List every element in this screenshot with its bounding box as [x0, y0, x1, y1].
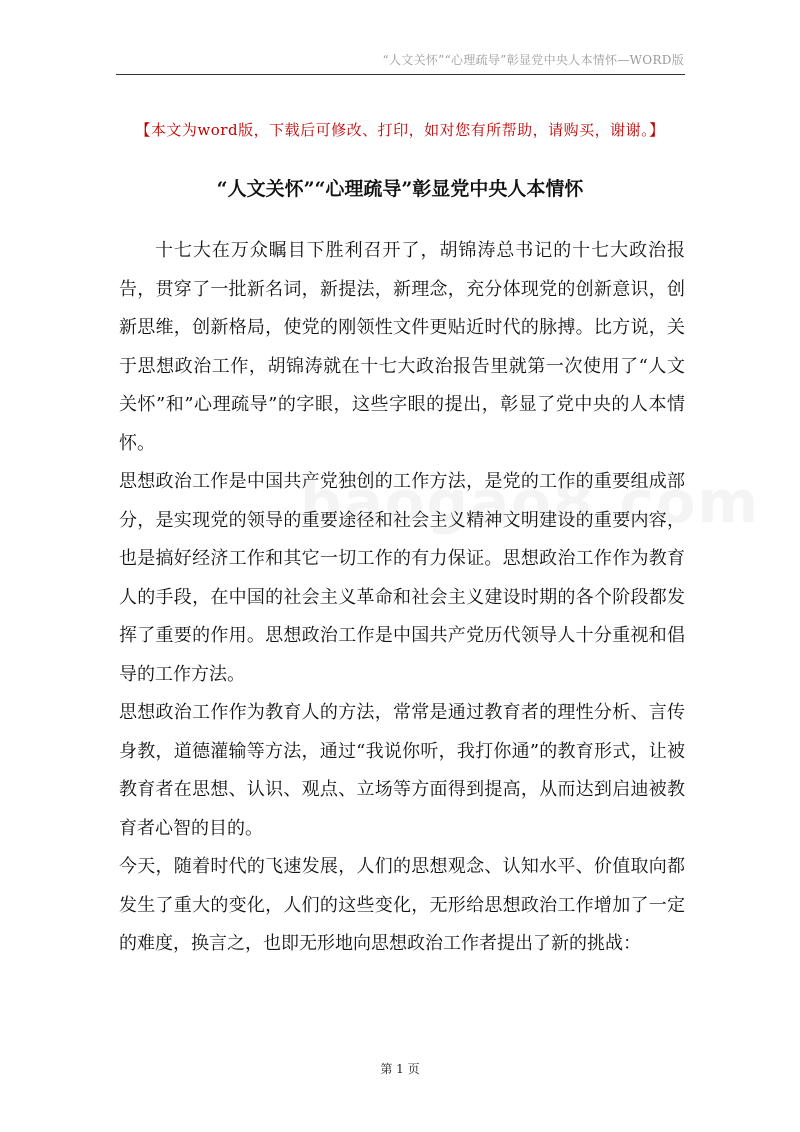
paragraph-1: 十七大在万众瞩目下胜利召开了，胡锦涛总书记的十七大政治报告，贯穿了一批新名词，新提法，新理念，充分体现党的创新意识，创新思维，创新格局，使党的刚领性文件更贴近时代的脉搏。比方说，关于思想政治工作，胡锦涛就在十七大政治报告里就第一次使用了“人文关怀”和”心理疏导”的字眼，这些字眼的提出，彰显了党中央的人本情怀。 — [119, 240, 685, 454]
paragraph-3: 思想政治工作作为教育人的方法，常常是通过教育者的理性分析、言传身教，道德灌输等方法，通过“我说你听，我打你通”的教育形式，让被教育者在思想、认识、观点、立场等方面得到提高，从而达到启迪被教育者心智的目的。 — [119, 702, 685, 839]
purchase-notice: 【本文为word版，下载后可修改、打印，如对您有所帮助，请购买，谢谢。】 — [135, 121, 665, 139]
header-rule — [116, 74, 685, 75]
document-body — [119, 232, 685, 964]
document-title: “人文关怀”“心理疏导”彰显党中央人本情怀 — [216, 178, 584, 200]
paragraph-2: 思想政治工作是中国共产党独创的工作方法，是党的工作的重要组成部分，是实现党的领导的重要途径和社会主义精神文明建设的重要内容，也是搞好经济工作和其它一切工作的有力保证。思想政治工作作为教育人的手段，在中国的社会主义革命和社会主义建设时期的各个阶段都发挥了重要的作用。思想政治工作是中国共产党历代领导人十分重视和倡导的工作方法。 — [119, 471, 685, 685]
paragraph-4: 今天，随着时代的飞速发展，人们的思想观念、认知水平、价值取向都发生了重大的变化，人们的这些变化，无形给思想政治工作增加了一定的难度，换言之，也即无形地向思想政治工作者提出了新的挑战： — [119, 856, 685, 954]
page-header: “人文关怀”“心理疏导”彰显党中央人本情怀—WORD版 — [382, 53, 684, 67]
page-number: 第 1 页 — [380, 1062, 420, 1076]
